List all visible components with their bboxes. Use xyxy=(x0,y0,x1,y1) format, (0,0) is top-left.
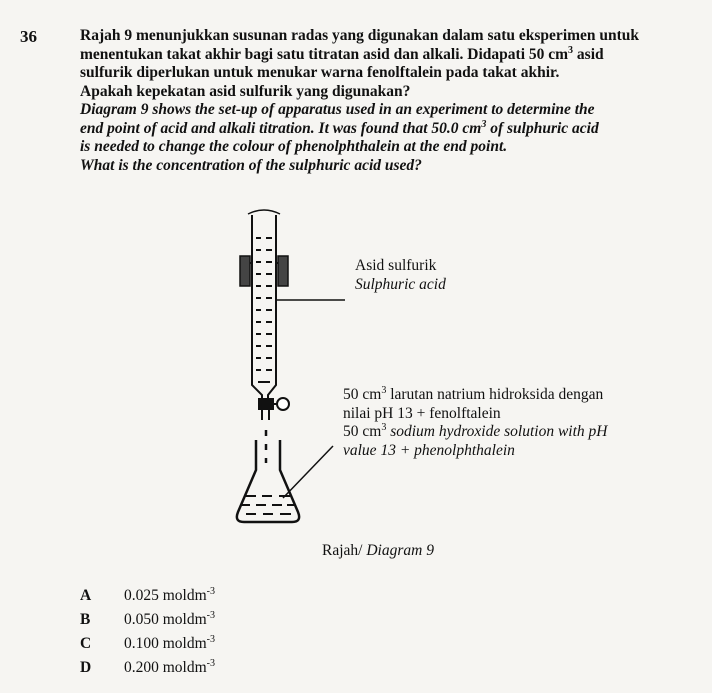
conical-flask xyxy=(237,440,299,522)
flask-label-line-2: nilai pH 13 + fenolftalein xyxy=(343,404,501,422)
flask-liquid xyxy=(241,496,295,514)
malay-question: Apakah kepekatan asid sulfurik yang digunakan? xyxy=(80,82,411,100)
flask-label-line-3: 50 $cm^3$ sodium hydroxide solution with pH xyxy=(343,421,608,440)
burette-clamp xyxy=(240,256,288,286)
option-c[interactable]: C 0.100 moldm$^{-3}$ xyxy=(80,633,216,652)
option-d[interactable]: D 0.200 moldm$^{-3}$ xyxy=(80,657,216,676)
acid-label-english: Sulphuric acid xyxy=(355,275,446,293)
question-number: 36 xyxy=(20,27,37,46)
malay-line-2: menentukan takat akhir bagi satu titratan asid dan alkali. Didapati 50 $cm^3$ asid xyxy=(80,44,604,63)
flask-pointer-line xyxy=(283,446,333,498)
option-a[interactable]: A 0.025 moldm$^{-3}$ xyxy=(80,585,216,604)
acid-label xyxy=(355,257,446,294)
burette-liquid xyxy=(256,238,272,382)
burette xyxy=(248,210,280,402)
english-line-1: Diagram 9 shows the set-up of apparatus used in an experiment to determine the xyxy=(80,101,595,118)
english-line-3: is needed to change the colour of phenolphthalein at the end point. xyxy=(80,138,508,155)
flask-label-line-1: 50 $cm^3$ larutan natrium hidroksida dengan xyxy=(343,384,604,403)
flask-label-line-4: value 13 + phenolphthalein xyxy=(343,441,515,459)
acid-label-malay: Asid sulfurik xyxy=(355,257,437,274)
malay-line-1: Rajah 9 menunjukkan susunan radas yang digunakan dalam satu eksperimen untuk xyxy=(80,27,640,44)
option-b[interactable]: B 0.050 moldm$^{-3}$ xyxy=(80,609,216,628)
english-line-2: end point of acid and alkali titration. It was found that 50.0 $cm^3$ of sulphuric acid xyxy=(80,118,599,137)
english-question: What is the concentration of the sulphuric acid used? xyxy=(80,156,422,174)
flask-label xyxy=(343,386,607,460)
burette-tap xyxy=(258,398,289,420)
malay-line-3: sulfurik diperlukan untuk menukar warna fenolftalein pada takat akhir. xyxy=(80,64,560,81)
diagram-caption: Rajah/ Diagram 9 xyxy=(322,542,434,559)
